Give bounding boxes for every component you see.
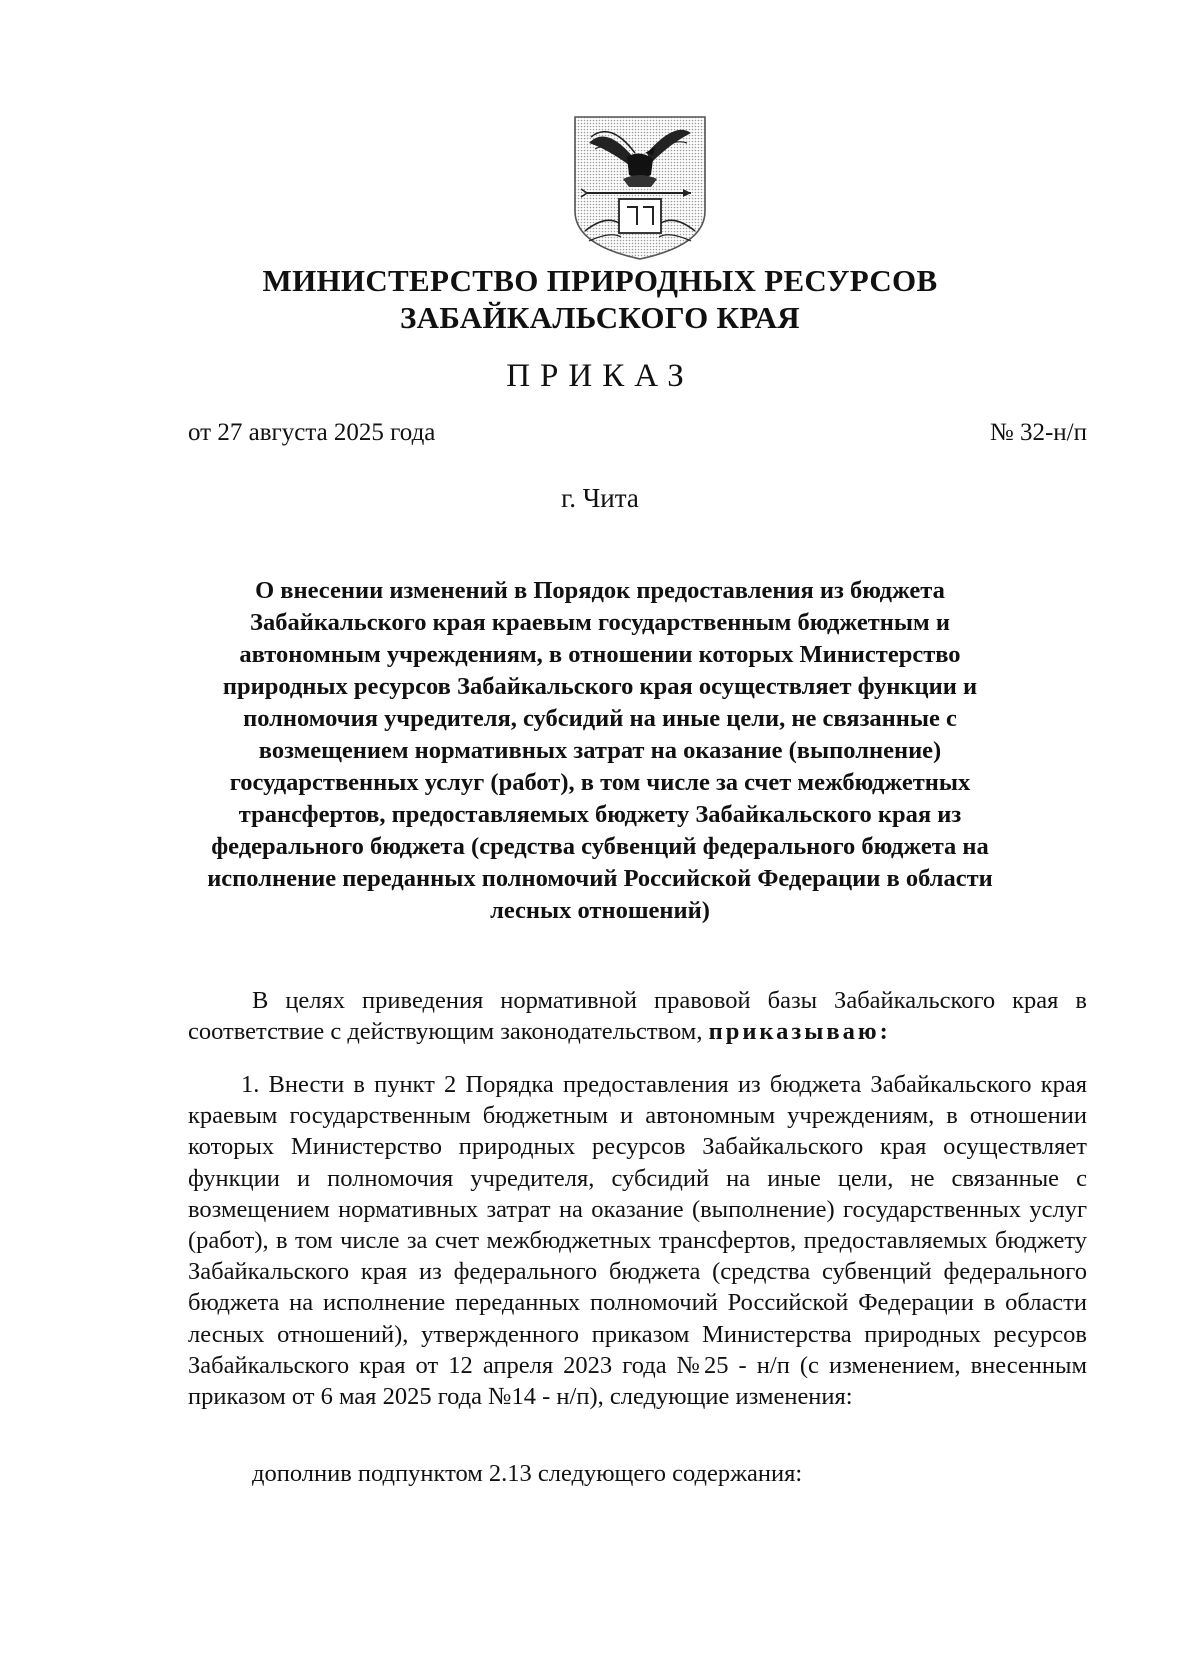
ministry-line-2: ЗАБАЙКАЛЬСКОГО КРАЯ [400,300,800,335]
order-command: приказываю: [708,1018,891,1046]
subject-line: трансфертов, предоставляемых бюджету Забайкальского края из [238,801,962,828]
subject-line: лесных отношений) [490,897,710,924]
subject-line: природных ресурсов Забайкальского края осуществляет функции и [222,673,978,700]
ministry-name [0,262,1200,336]
subject-line: федерального бюджета (средства субвенций федерального бюджета на [211,833,989,860]
subject-line: полномочия учредителя, субсидий на иные цели, не связанные с [243,705,957,732]
preamble-text: В целях приведения нормативной правовой базы Забайкальского края в соответствие с действующим законодательством, [188,987,1087,1046]
document-type-title: ПРИКАЗ [506,358,694,394]
document-city: г. Чита [561,483,639,513]
subject-line: возмещением нормативных затрат на оказание (выполнение) [258,737,942,764]
subject-line: О внесении изменений в Порядок предоставления из бюджета [255,577,945,604]
preamble-paragraph [188,985,1087,1047]
document-number: № 32-н/п [989,419,1087,446]
document-subject [180,575,1020,927]
coat-of-arms-icon [571,113,709,261]
subject-line: Забайкальского края краевым государственным бюджетным и [250,609,950,636]
item-1-subparagraph: дополнив подпунктом 2.13 следующего содержания: [252,1460,803,1487]
document-date: от 27 августа 2025 года [188,419,436,446]
subject-line: государственных услуг (работ), в том числе за счет межбюджетных [229,769,971,796]
subject-line: автономным учреждениям, в отношении которых Министерство [239,641,961,668]
item-1-paragraph: 1. Внести в пункт 2 Порядка предоставления из бюджета Забайкальского края краевым государственным бюджетным и автономным учреждениям, в отношении которых Министерство природных ресурсов Забайкальского края осуществляет функции и полномочия учредителя, субсидий на иные цели, не связанные с возмещением нормативных затрат на оказание (выполнение) государственных услуг (работ), в том числе за счет межбюджетных трансфертов, предоставляемых бюджету Забайкальского края из федерального бюджета (средства субвенций федерального бюджета на исполнение переданных полномочий Российской Федерации в области лесных отношений), утвержденного приказом Министерства природных ресурсов Забайкальского края от 12 апреля 2023 года №25 - н/п (с изменением, внесенным приказом от 6 мая 2025 года №14 - н/п), следующие изменения: [188,1071,1087,1411]
ministry-line-1: МИНИСТЕРСТВО ПРИРОДНЫХ РЕСУРСОВ [262,263,938,298]
subject-line: исполнение переданных полномочий Российской Федерации в области [207,865,993,892]
